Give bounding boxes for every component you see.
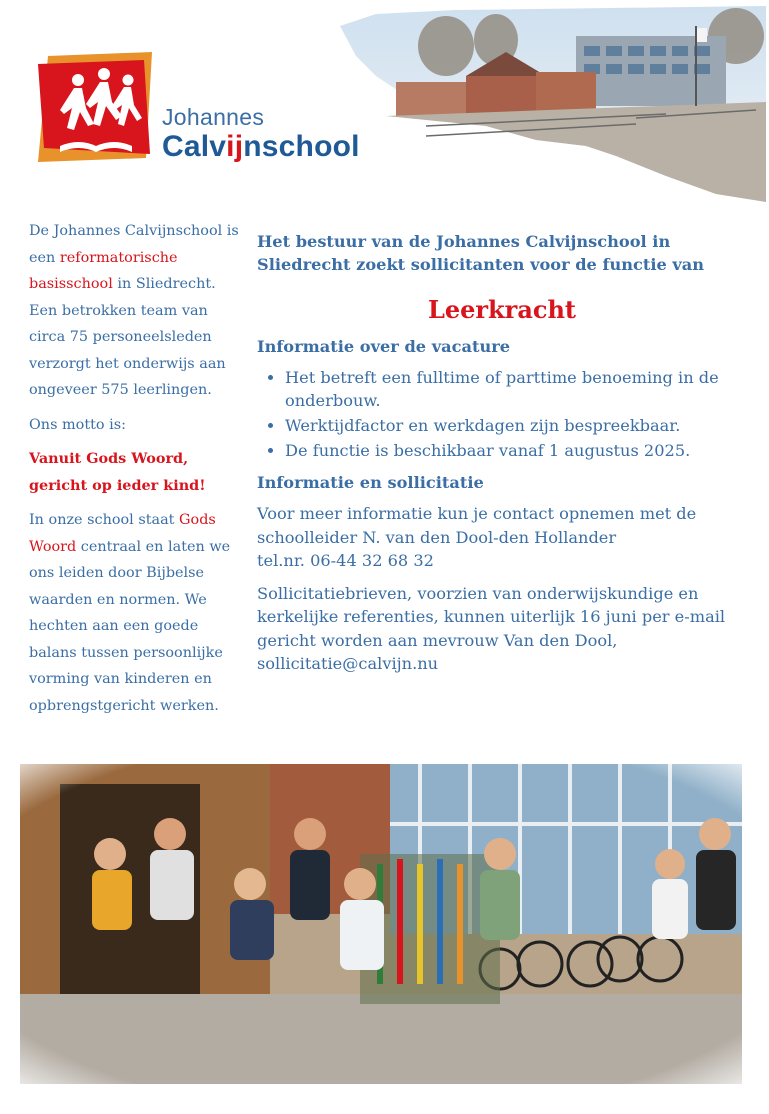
contact-info-text: Voor meer informatie kun je contact opnemen met de schoolleider N. van den Dool-den Hollander	[257, 504, 697, 547]
list-item: • Het betreft een fulltime of parttime benoeming in de onderbouw.	[285, 366, 747, 412]
sidebar-intro-b: in Sliedrecht. Een betrokken team van circa 75 personeelsleden verzorgt het onderwijs aan ongeveer 575 leerlingen.	[29, 276, 226, 398]
logo-name-line2	[162, 130, 360, 164]
children-playground-photo	[20, 764, 742, 1084]
sidebar-motto: Vanuit Gods Woord, gericht op ieder kind!	[29, 450, 206, 494]
list-item: • De functie is beschikbaar vanaf 1 augustus 2025.	[285, 439, 747, 462]
contact-info	[257, 502, 747, 573]
logo-name-line1: Johannes	[162, 104, 265, 130]
logo-name-ij: ij	[226, 130, 244, 163]
logo-name-part-a: Calv	[162, 130, 227, 163]
vacancy-intro: Het bestuur van de Johannes Calvijnschool in Sliedrecht zoekt sollicitanten voor de functie van	[257, 232, 705, 274]
sidebar-values	[29, 507, 243, 719]
logo-emblem-icon	[34, 50, 154, 165]
application-info: Sollicitatiebrieven, voorzien van onderwijskundige en kerkelijke referenties, kunnen uiterlijk 16 juni per e-mail gericht worden aan mevrouw Van den Dool, sollicitatie@calvijn.nu	[257, 583, 726, 673]
job-title: Leerkracht	[427, 295, 577, 324]
contact-phone: tel.nr. 06-44 32 68 32	[257, 551, 434, 570]
sidebar-intro-highlight: reformatorische basisschool	[29, 249, 178, 292]
list-item: • Werktijdfactor en werkdagen zijn bespreekbaar.	[285, 414, 747, 437]
sidebar-text	[29, 218, 243, 727]
sidebar-values-b: centraal en laten we ons leiden door Bijbelse waarden en normen. We hechten aan een goede balans tussen persoonlijke vorming van kinderen en opbrengstgericht werken.	[29, 538, 231, 714]
school-building-photo	[336, 6, 766, 202]
sidebar-intro	[29, 218, 243, 404]
sidebar-intro-a: De Johannes Calvijnschool is een	[29, 223, 239, 266]
logo-name-part-b: nschool	[243, 130, 360, 163]
vacancy-content	[257, 230, 747, 685]
vacancy-bullet-list	[257, 366, 747, 462]
sidebar-values-highlight: Gods Woord	[29, 512, 216, 555]
section-heading-vacancy: Informatie over de vacature	[257, 337, 511, 356]
section-heading-application: Informatie en sollicitatie	[257, 473, 484, 492]
sidebar-motto-label: Ons motto is:	[29, 416, 126, 433]
sidebar-values-a: In onze school staat	[29, 512, 180, 528]
